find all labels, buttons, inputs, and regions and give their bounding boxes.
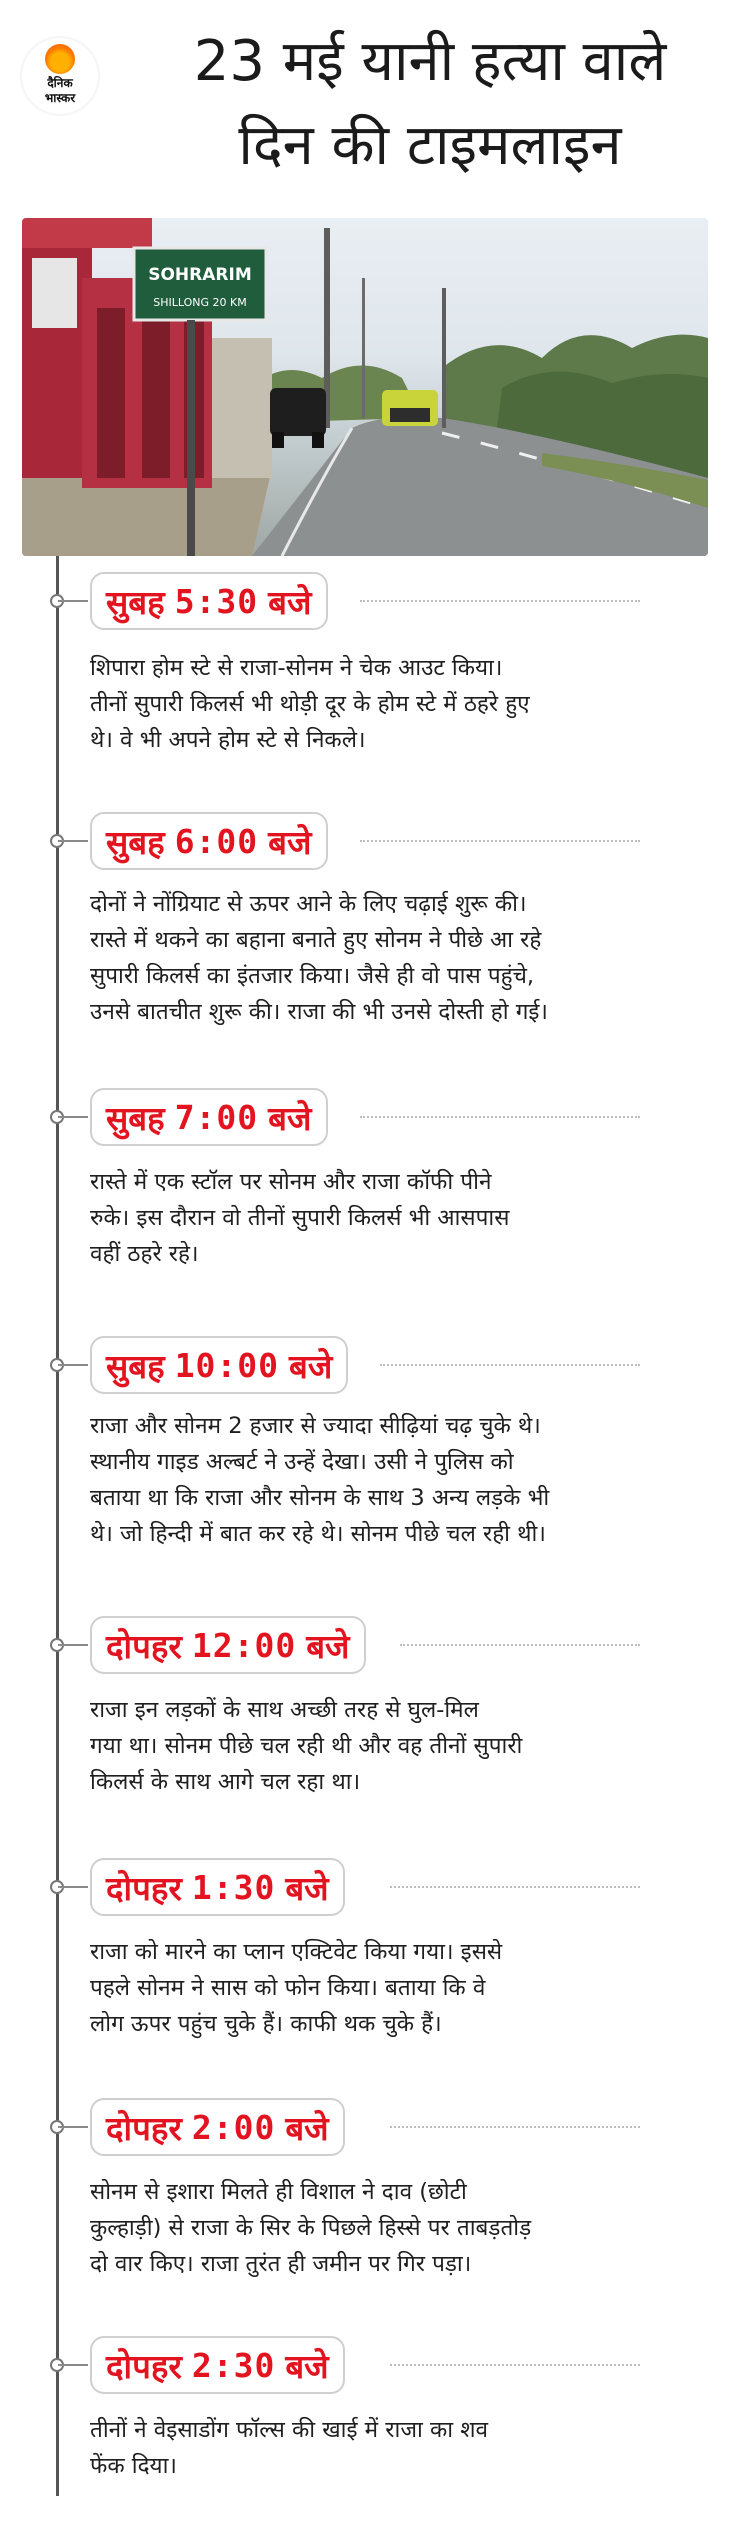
timeline-tick — [58, 1364, 88, 1366]
desc-line: रुके। इस दौरान वो तीनों सुपारी किलर्स भी आसपास — [90, 1205, 510, 1231]
dainik-bhaskar-logo[interactable] — [22, 38, 98, 114]
desc-line: कुल्हाड़ी) से राजा के सिर के पिछले हिस्से पर ताबड़तोड़ — [90, 2215, 532, 2241]
sign-subtitle: SHILLONG 20 KM — [153, 296, 247, 309]
time-period: सुबह — [106, 1098, 165, 1138]
time-suffix: बजे — [268, 1098, 312, 1138]
time-badge — [90, 1858, 345, 1916]
divider-dotted — [360, 600, 640, 602]
time-value: 1:30 — [191, 1867, 276, 1907]
desc-line: सोनम से इशारा मिलते ही विशाल ने दाव (छोटी — [90, 2179, 467, 2205]
time-period: सुबह — [106, 822, 165, 862]
desc-line: बताया था कि राजा और सोनम के साथ 3 अन्य लड़के भी — [90, 1485, 550, 1511]
time-value: 10:00 — [174, 1345, 280, 1385]
timeline-tick — [58, 2364, 88, 2366]
desc-line: वहीं ठहरे रहे। — [90, 1241, 199, 1267]
time-period: सुबह — [106, 1346, 165, 1386]
divider-dotted — [390, 2126, 640, 2128]
entry-description — [90, 1692, 700, 1800]
time-suffix: बजे — [306, 1626, 350, 1666]
time-badge — [90, 2336, 345, 2394]
time-period: दोपहर — [106, 2108, 182, 2148]
time-value: 12:00 — [191, 1625, 297, 1665]
time-value: 2:30 — [191, 2345, 276, 2385]
road-photo — [22, 218, 708, 556]
desc-line: स्थानीय गाइड अल्बर्ट ने उन्हें देखा। उसी ने पुलिस को — [90, 1449, 514, 1475]
desc-line: राजा को मारने का प्लान एक्टिवेट किया गया। इससे — [90, 1939, 503, 1965]
time-badge — [90, 1088, 328, 1146]
time-suffix: बजे — [285, 1868, 329, 1908]
sign-title: SOHRARIM — [148, 265, 252, 285]
desc-line: थे। जो हिन्दी में बात कर रहे थे। सोनम पीछे चल रही थी। — [90, 1521, 546, 1547]
desc-line: लोग ऊपर पहुंच चुके हैं। काफी थक चुके हैं। — [90, 2011, 442, 2037]
title-line-2: दिन की टाइमलाइन — [238, 113, 622, 178]
time-suffix: बजे — [289, 1346, 333, 1386]
divider-dotted — [360, 840, 640, 842]
entry-description — [90, 1164, 700, 1272]
desc-line: गया था। सोनम पीछे चल रही थी और वह तीनों सुपारी — [90, 1733, 523, 1759]
entry-description — [90, 1934, 700, 2042]
desc-line: सुपारी किलर्स का इंतजार किया। जैसे ही वो पास पहुंचे, — [90, 963, 535, 989]
desc-line: पहले सोनम ने सास को फोन किया। बताया कि वे — [90, 1975, 486, 2001]
desc-line: रास्ते में एक स्टॉल पर सोनम और राजा कॉफी पीने — [90, 1169, 492, 1195]
time-period: दोपहर — [106, 1626, 182, 1666]
timeline-tick — [58, 2126, 88, 2128]
desc-line: उनसे बातचीत शुरू की। राजा की भी उनसे दोस्ती हो गई। — [90, 999, 548, 1025]
timeline-tick — [58, 840, 88, 842]
time-period: सुबह — [106, 582, 165, 622]
time-suffix: बजे — [285, 2346, 329, 2386]
time-value: 6:00 — [174, 821, 259, 861]
timeline-tick — [58, 1644, 88, 1646]
divider-dotted — [400, 1644, 640, 1646]
time-value: 5:30 — [174, 581, 259, 621]
desc-line: किलर्स के साथ आगे चल रहा था। — [90, 1769, 361, 1795]
timeline-tick — [58, 1116, 88, 1118]
logo-text-line2: भास्कर — [44, 91, 76, 105]
road-scene-illustration — [22, 218, 708, 556]
divider-dotted — [390, 1886, 640, 1888]
timeline-tick — [58, 600, 88, 602]
timeline-tick — [58, 1886, 88, 1888]
time-period: दोपहर — [106, 2346, 182, 2386]
desc-line: थे। वे भी अपने होम स्टे से निकले। — [90, 727, 366, 753]
logo-text-line1: दैनिक — [47, 76, 73, 90]
divider-dotted — [360, 1116, 640, 1118]
page-title — [140, 20, 720, 188]
desc-line: राजा और सोनम 2 हजार से ज्यादा सीढ़ियां चढ़ चुके थे। — [90, 1413, 541, 1439]
desc-line: राजा इन लड़कों के साथ अच्छी तरह से घुल-मिल — [90, 1697, 479, 1723]
desc-line: दोनों ने नोंग्रियाट से ऊपर आने के लिए चढ़ाई शुरू की। — [90, 891, 527, 917]
time-value: 2:00 — [191, 2107, 276, 2147]
entry-description — [90, 2174, 700, 2282]
entry-description — [90, 886, 700, 1030]
desc-line: रास्ते में थकने का बहाना बनाते हुए सोनम ने पीछे आ रहे — [90, 927, 542, 953]
time-period: दोपहर — [106, 1868, 182, 1908]
time-value: 7:00 — [174, 1097, 259, 1137]
time-badge — [90, 812, 328, 870]
time-suffix: बजे — [268, 822, 312, 862]
header — [0, 0, 730, 210]
title-line-1: 23 मई यानी हत्या वाले — [193, 29, 667, 94]
time-badge — [90, 572, 328, 630]
time-suffix: बजे — [285, 2108, 329, 2148]
time-suffix: बजे — [268, 582, 312, 622]
desc-line: तीनों ने वेइसाडोंग फॉल्स की खाई में राजा का शव — [90, 2417, 489, 2443]
time-badge — [90, 1616, 366, 1674]
entry-description — [90, 650, 700, 758]
desc-line: दो वार किए। राजा तुरंत ही जमीन पर गिर पड़ा। — [90, 2251, 472, 2277]
desc-line: फेंक दिया। — [90, 2453, 177, 2479]
sun-logo-icon — [45, 44, 75, 74]
desc-line: तीनों सुपारी किलर्स भी थोड़ी दूर के होम स्टे में ठहरे हुए — [90, 691, 530, 717]
divider-dotted — [390, 2364, 640, 2366]
divider-dotted — [380, 1364, 640, 1366]
desc-line: शिपारा होम स्टे से राजा-सोनम ने चेक आउट किया। — [90, 655, 503, 681]
time-badge — [90, 2098, 345, 2156]
entry-description — [90, 1408, 700, 1552]
entry-description — [90, 2412, 700, 2484]
time-badge — [90, 1336, 348, 1394]
